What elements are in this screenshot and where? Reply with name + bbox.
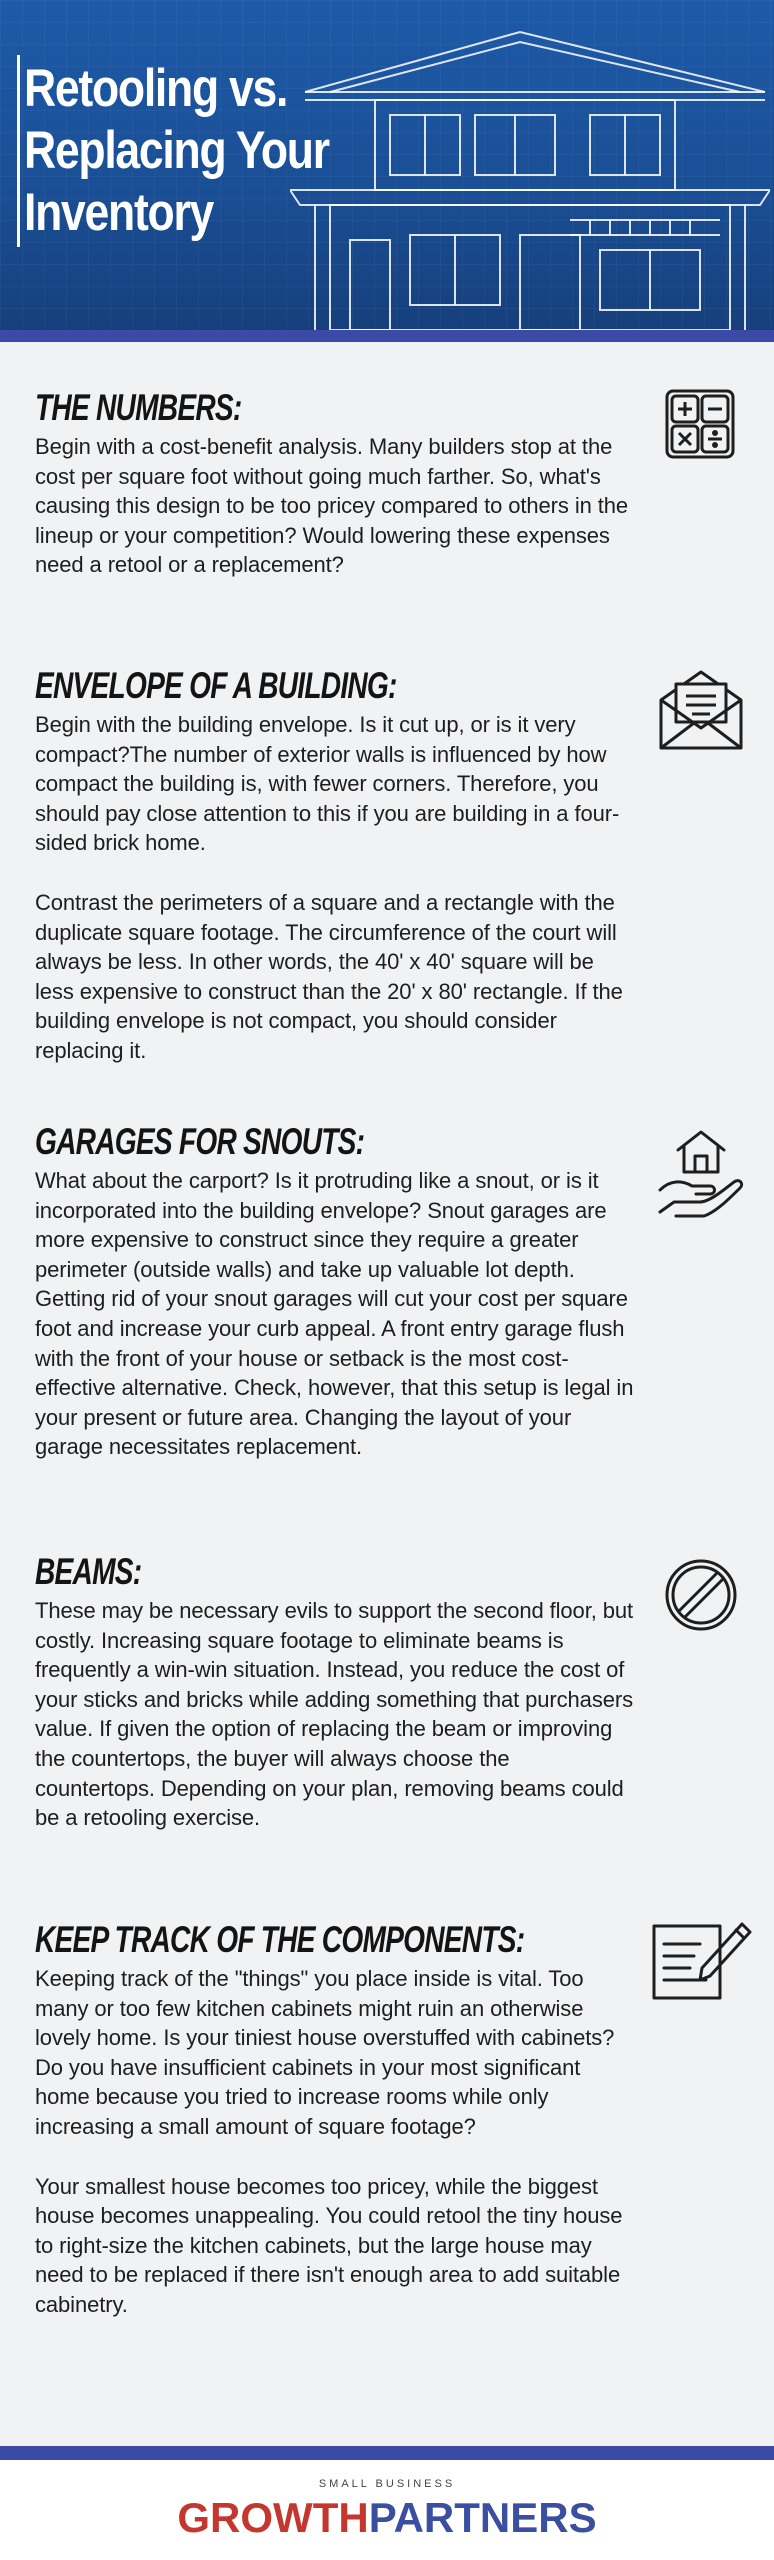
envelope-icon [656, 668, 746, 752]
title-accent-bar [17, 55, 20, 247]
title-line-2: Replacing Your [24, 121, 329, 180]
section-paragraph: What about the carport? Is it protruding like a snout, or is it incorporated into the building envelope? Snout garages are more expensive to construct since they require a greater perimeter (outside walls) and take up valuable lot depth. Getting rid of your snout garages will cut your cost per square foot and increase your curb appeal. A front entry garage flush with the front of your house or setback is the most cost-effective alternative. Check, however, that this setup is legal in your present or future area. Changing the layout of your garage necessitates replacement. [35, 1168, 634, 1460]
title-line-1: Retooling vs. [24, 59, 288, 118]
house-blueprint-illustration [290, 20, 770, 330]
section-heading: GARAGES FOR SNOUTS: [35, 1121, 365, 1162]
calculator-icon [664, 388, 736, 460]
section-heading: THE NUMBERS: [35, 387, 242, 428]
section-envelope [35, 664, 635, 1066]
prohibited-icon [664, 1558, 738, 1632]
section-keep-track [35, 1918, 635, 2320]
title-line-3: Inventory [24, 183, 214, 242]
section-garages [35, 1120, 635, 1462]
brand-logo-growth: GROWTH [177, 2494, 369, 2541]
section-paragraph: Keeping track of the "things" you place inside is vital. Too many or too few kitchen cabinets might ruin an otherwise lovely home. Is your tiniest house overstuffed with cabinets? Do you have insufficient cabinets in your most significant home because you tried to increase rooms while only increasing a small amount of square footage? [35, 1966, 615, 2139]
page-title [24, 58, 329, 244]
section-paragraph: Contrast the perimeters of a square and a rectangle with the duplicate square footage. The circumference of the court will always be less. In other words, the 40' x 40' square will be less expensive to construct than the 20' x 80' rectangle. If the building envelope is not compact, you should consider replacing it. [35, 889, 623, 1063]
section-paragraph: Your smallest house becomes too pricey, while the biggest house becomes unappealing. You could retool the tiny house to right-size the kitchen cabinets, but the large house may need to be replaced if there isn't enough area to add suitable cabinetry. [35, 2173, 623, 2317]
house-in-hand-icon [656, 1128, 746, 1218]
header-stripe [0, 330, 774, 342]
section-beams [35, 1550, 635, 1833]
section-heading: BEAMS: [35, 1551, 142, 1592]
section-heading: ENVELOPE OF A BUILDING: [35, 665, 397, 706]
section-paragraph: Begin with a cost-benefit analysis. Many builders stop at the cost per square foot without going much farther. So, what's causing this design to be too pricey compared to others in the lineup or your competition? Would lowering these expenses need a retool or a replacement? [35, 434, 629, 578]
brand-logo-partners: PARTNERS [368, 2494, 597, 2541]
footer-stripe [0, 2446, 774, 2460]
header-banner [0, 0, 774, 330]
footer-tagline: SMALL BUSINESS [318, 2478, 456, 2490]
section-paragraph: Begin with the building envelope. Is it cut up, or is it very compact?The number of exterior walls is influenced by how compact the building is, with fewer corners. Therefore, you should pay close attention to this if you are building in a four-sided brick home. [35, 712, 620, 856]
notepad-pen-icon [650, 1918, 754, 2002]
section-paragraph: These may be necessary evils to support the second floor, but costly. Increasing square footage to eliminate beams is frequently a win-win situation. Instead, you reduce the cost of your sticks and bricks while adding something that purchasers value. If given the option of replacing the beam or improving the countertops, the buyer will always choose the countertops. Depending on your plan, removing beams could be a retooling exercise. [35, 1598, 634, 1831]
section-the-numbers [35, 386, 635, 580]
footer [0, 2460, 774, 2560]
brand-logo [0, 2494, 774, 2542]
section-heading: KEEP TRACK OF THE COMPONENTS: [35, 1919, 525, 1960]
